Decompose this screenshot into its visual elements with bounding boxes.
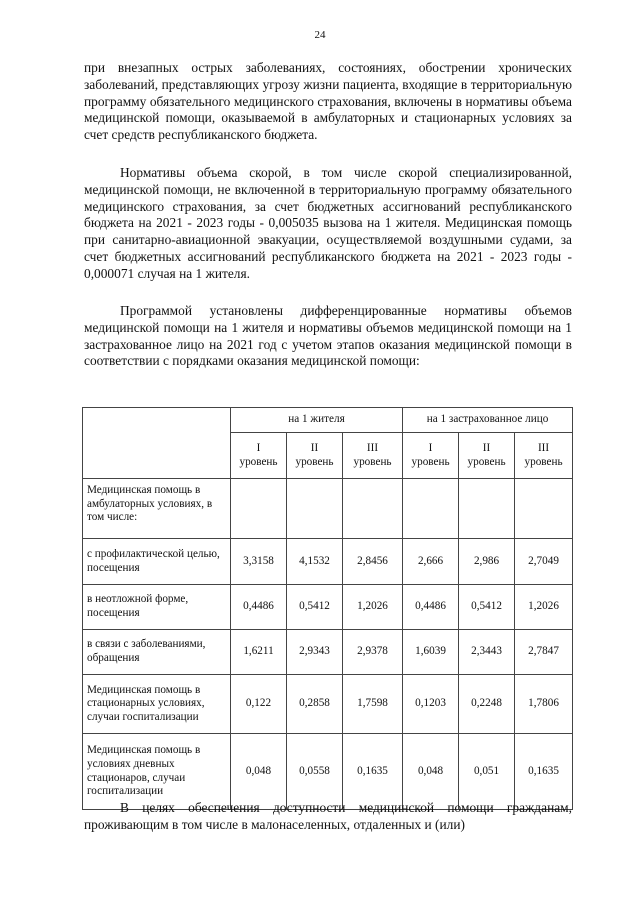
table-cell: 1,2026 [343,585,403,630]
header-per-resident: на 1 жителя [231,408,403,433]
table-cell: 0,2858 [287,675,343,734]
table-cell [403,479,459,539]
table-cell: 3,3158 [231,539,287,585]
table-cell: 0,1203 [403,675,459,734]
header-level: III уровень [515,433,573,479]
header-per-insured: на 1 застрахованное лицо [403,408,573,433]
header-level: III уровень [343,433,403,479]
table-cell: 0,5412 [459,585,515,630]
table-cell: 2,9378 [343,630,403,675]
header-level: I уровень [231,433,287,479]
table-corner-cell [83,408,231,479]
table-cell: 1,2026 [515,585,573,630]
table-cell: 0,4486 [403,585,459,630]
table-cell: 0,4486 [231,585,287,630]
row-label: Медицинская помощь в амбулаторных условиях, в том числе: [83,479,231,539]
table-cell: 2,666 [403,539,459,585]
row-label: Медицинская помощь в условиях дневных стационаров, случаи госпитализации [83,734,231,810]
table-row [83,585,573,630]
table-row [83,734,573,810]
table-cell: 1,6039 [403,630,459,675]
table-cell [515,479,573,539]
row-label: с профилактической целью, посещения [83,539,231,585]
norms-table [82,407,573,810]
table-cell [231,479,287,539]
row-label: в связи с заболеваниями, обращения [83,630,231,675]
table-cell: 2,8456 [343,539,403,585]
row-label: Медицинская помощь в стационарных условиях, случаи госпитализации [83,675,231,734]
table-header-row-groups [83,408,573,433]
paragraph-emergency-care: при внезапных острых заболеваниях, состояниях, обострении хронических заболеваний, представляющих угрозу жизни пациента, входящие в территориальную программу обязательного медицинского страхования, включены в нормативы объема медицинской помощи, оказываемой в амбулаторных и стационарных условиях за счет средств республиканского бюджета. [84,60,572,143]
table-cell: 1,6211 [231,630,287,675]
table-cell: 2,986 [459,539,515,585]
paragraph-differentiated-norms: Программой установлены дифференцированные нормативы объемов медицинской помощи на 1 жителя и нормативы объемов медицинской помощи на 1 застрахованное лицо на 2021 год с учетом этапов оказания медицинской помощи в соответствии с порядками оказания медицинской помощи: [84,303,572,369]
table-cell [343,479,403,539]
table-cell: 2,7847 [515,630,573,675]
table-cell: 0,048 [231,734,287,810]
table-cell: 0,122 [231,675,287,734]
table-cell: 0,2248 [459,675,515,734]
header-level: II уровень [287,433,343,479]
header-level: II уровень [459,433,515,479]
header-level: I уровень [403,433,459,479]
table-cell: 0,051 [459,734,515,810]
paragraph-accessibility: В целях обеспечения доступности медицинской помощи гражданам, проживающим в том числе в малонаселенных, отдаленных и (или) [84,800,572,832]
table-cell: 2,9343 [287,630,343,675]
table-row [83,675,573,734]
table-cell: 0,1635 [515,734,573,810]
table-cell: 0,048 [403,734,459,810]
table-row [83,539,573,585]
row-label: в неотложной форме, посещения [83,585,231,630]
table-cell: 1,7598 [343,675,403,734]
table-cell: 2,3443 [459,630,515,675]
table-cell [459,479,515,539]
paragraph-ambulance-norms: Нормативы объема скорой, в том числе скорой специализированной, медицинской помощи, не включенной в территориальную программу обязательного медицинского страхования, за счет бюджетных ассигнований республиканского бюджета на 2021 - 2023 годы - 0,005035 вызова на 1 жителя. Медицинская помощь при санитарно-авиационной эвакуации, осуществляемой воздушными судами, за счет бюджетных ассигнований республиканского бюджета на 2021 - 2023 годы - 0,000071 случая на 1 жителя. [84,165,572,281]
page-number: 24 [314,29,326,41]
table-cell: 0,0558 [287,734,343,810]
table-row [83,479,573,539]
table-cell: 1,7806 [515,675,573,734]
table-row [83,630,573,675]
table-cell: 2,7049 [515,539,573,585]
table-cell [287,479,343,539]
table-cell: 0,1635 [343,734,403,810]
table-cell: 0,5412 [287,585,343,630]
table-cell: 4,1532 [287,539,343,585]
